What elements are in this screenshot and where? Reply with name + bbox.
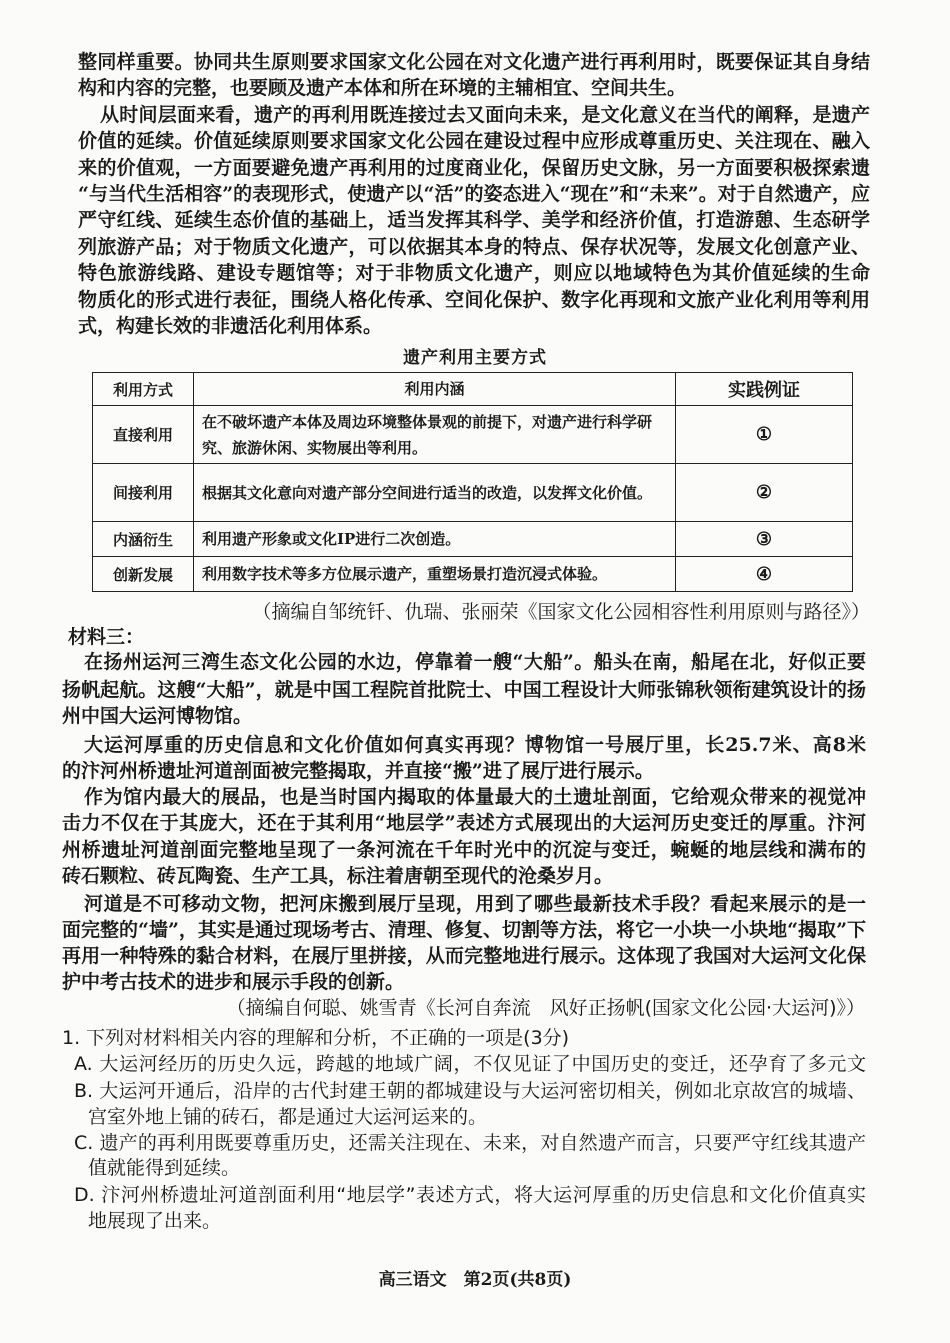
text-line: 列旅游产品；对于物质文化遗产，可以依据其本身的特点、保存状况等，发展文化创意产业、 xyxy=(78,236,870,258)
row-example: ③ xyxy=(676,522,853,557)
text-line: 严守红线、延续生态价值的基础上，适当发挥其科学、美学和经济价值，打造游憩、生态研学 xyxy=(78,209,870,231)
page-footer: 高三语文 第2页(共8页) xyxy=(378,1270,572,1290)
material-two-source: （摘编自邹统钎、仇瑞、张丽荣《国家文化公园相容性利用原则与路径》） xyxy=(252,601,870,623)
table-row xyxy=(93,522,853,557)
row-meaning: 利用数字技术等多方位展示遗产，重塑场景打造沉浸式体验。 xyxy=(194,557,676,592)
material-three-heading: 材料三： xyxy=(68,626,145,648)
row-method: 创新发展 xyxy=(93,557,194,592)
row-example: ④ xyxy=(676,557,853,592)
table-title: 遗产利用主要方式 xyxy=(403,348,547,368)
row-meaning: 根据其文化意向对遗产部分空间进行适当的改造，以发挥文化价值。 xyxy=(194,464,676,522)
table-header-row xyxy=(93,373,853,406)
text-line: 砖石颗粒、砖瓦陶瓷、生产工具，标注着唐朝至现代的沧桑岁月。 xyxy=(62,865,614,887)
row-method: 内涵衍生 xyxy=(93,522,194,557)
option-line: B. 大运河开通后，沿岸的古代封建王朝的都城建设与大运河密切相关，例如北京故宫的城墙、 xyxy=(74,1080,866,1102)
option-line: 宫室外地上铺的砖石，都是通过大运河运来的。 xyxy=(88,1106,488,1128)
material-three-source: （摘编自何聪、姚雪青《长河自奔流 风好正扬帆(国家文化公园·大运河)》） xyxy=(226,997,865,1019)
option-line: D. 汴河州桥遗址河道剖面利用“地层学”表述方式，将大运河厚重的历史信息和文化价值真实 xyxy=(74,1184,866,1206)
text-line: 再用一种特殊的黏合材料，在展厅里拼接，从而完整地进行展示。这体现了我国对大运河文化保 xyxy=(62,945,866,967)
header-meaning: 利用内涵 xyxy=(194,373,676,406)
text-line: 的汴河州桥遗址河道剖面被完整揭取，并直接“搬”进了展厅进行展示。 xyxy=(62,760,654,782)
row-method: 直接利用 xyxy=(93,406,194,464)
text-line: 从时间层面来看，遗产的再利用既连接过去又面向未来，是文化意义在当代的阐释，是遗产 xyxy=(100,104,870,126)
row-example: ② xyxy=(676,464,853,522)
text-line: 扬帆起航。这艘“大船”，就是中国工程院首批院士、中国工程设计大师张锦秋领衔建筑设计的扬 xyxy=(62,679,866,701)
text-line: 击力不仅在于其庞大，还在于其利用“地层学”表述方式展现出的大运河历史变迁的厚重。汴河 xyxy=(62,812,866,834)
text-line: 作为馆内最大的展品，也是当时国内揭取的体量最大的土遗址剖面，它给观众带来的视觉冲 xyxy=(84,786,866,808)
text-line: “与当代生活相容”的表现形式，使遗产以“活”的姿态进入“现在”和“未来”。对于自然遗产，应 xyxy=(78,183,870,205)
text-line: 州中国大运河博物馆。 xyxy=(62,705,253,727)
heritage-usage-table xyxy=(92,372,853,592)
table-row xyxy=(93,557,853,592)
text-line: 大运河厚重的历史信息和文化价值如何真实再现？博物馆一号展厅里，长25.7米、高8米 xyxy=(84,734,866,756)
text-line: 价值的延续。价值延续原则要求国家文化公园在建设过程中应形成尊重历史、关注现在、融入 xyxy=(78,130,870,152)
row-meaning: 在不破坏遗产本体及周边环境整体景观的前提下，对遗产进行科学研究、旅游休闲、实物展出等利用。 xyxy=(194,406,676,464)
header-example: 实践例证 xyxy=(676,373,853,406)
text-line: 式，构建长效的非遗活化利用体系。 xyxy=(78,315,383,337)
option-line: 值就能得到延续。 xyxy=(88,1157,241,1179)
question-1-stem: 1. 下列对材料相关内容的理解和分析，不正确的一项是(3分) xyxy=(62,1027,570,1049)
text-line: 在扬州运河三湾生态文化公园的水边，停靠着一艘“大船”。船头在南，船尾在北，好似正要 xyxy=(84,651,866,673)
text-line: 面完整的“墙”，其实是通过现场考古、清理、修复、切割等方法，将它一小块一小块地“揭取”下 xyxy=(62,919,866,941)
text-line: 来的价值观，一方面要避免遗产再利用的过度商业化，保留历史文脉，另一方面要积极探索遗 xyxy=(78,157,870,179)
row-example: ① xyxy=(676,406,853,464)
text-line: 特色旅游线路、建设专题馆等；对于非物质文化遗产，则应以地域特色为其价值延续的生命 xyxy=(78,262,870,284)
option-line: C. 遗产的再利用既要尊重历史，还需关注现在、未来，对自然遗产而言，只要严守红线其遗产 xyxy=(74,1132,866,1154)
option-line: 地展现了出来。 xyxy=(88,1210,222,1232)
table-row xyxy=(93,406,853,464)
row-meaning: 利用遗产形象或文化IP进行二次创造。 xyxy=(194,522,676,557)
option-line: A. 大运河经历的历史久远，跨越的地域广阔，不仅见证了中国历史的变迁，还孕育了多元文 xyxy=(74,1053,866,1075)
table-row xyxy=(93,464,853,522)
text-line: 整同样重要。协同共生原则要求国家文化公园在对文化遗产进行再利用时，既要保证其自身结 xyxy=(78,51,870,73)
text-line: 河道是不可移动文物，把河床搬到展厅呈现，用到了哪些最新技术手段？看起来展示的是一 xyxy=(84,893,866,915)
header-method: 利用方式 xyxy=(93,373,194,406)
text-line: 护中考古技术的进步和展示手段的创新。 xyxy=(62,971,405,993)
text-line: 物质化的形式进行表征，围绕人格化传承、空间化保护、数字化再现和文旅产业化利用等利用 xyxy=(78,289,870,311)
text-line: 构和内容的完整，也要顾及遗产本体和所在环境的主辅相宜、空间共生。 xyxy=(78,77,687,99)
row-method: 间接利用 xyxy=(93,464,194,522)
text-line: 州桥遗址河道剖面完整地呈现了一条河流在千年时光中的沉淀与变迁，蜿蜒的地层线和满布的 xyxy=(62,839,866,861)
